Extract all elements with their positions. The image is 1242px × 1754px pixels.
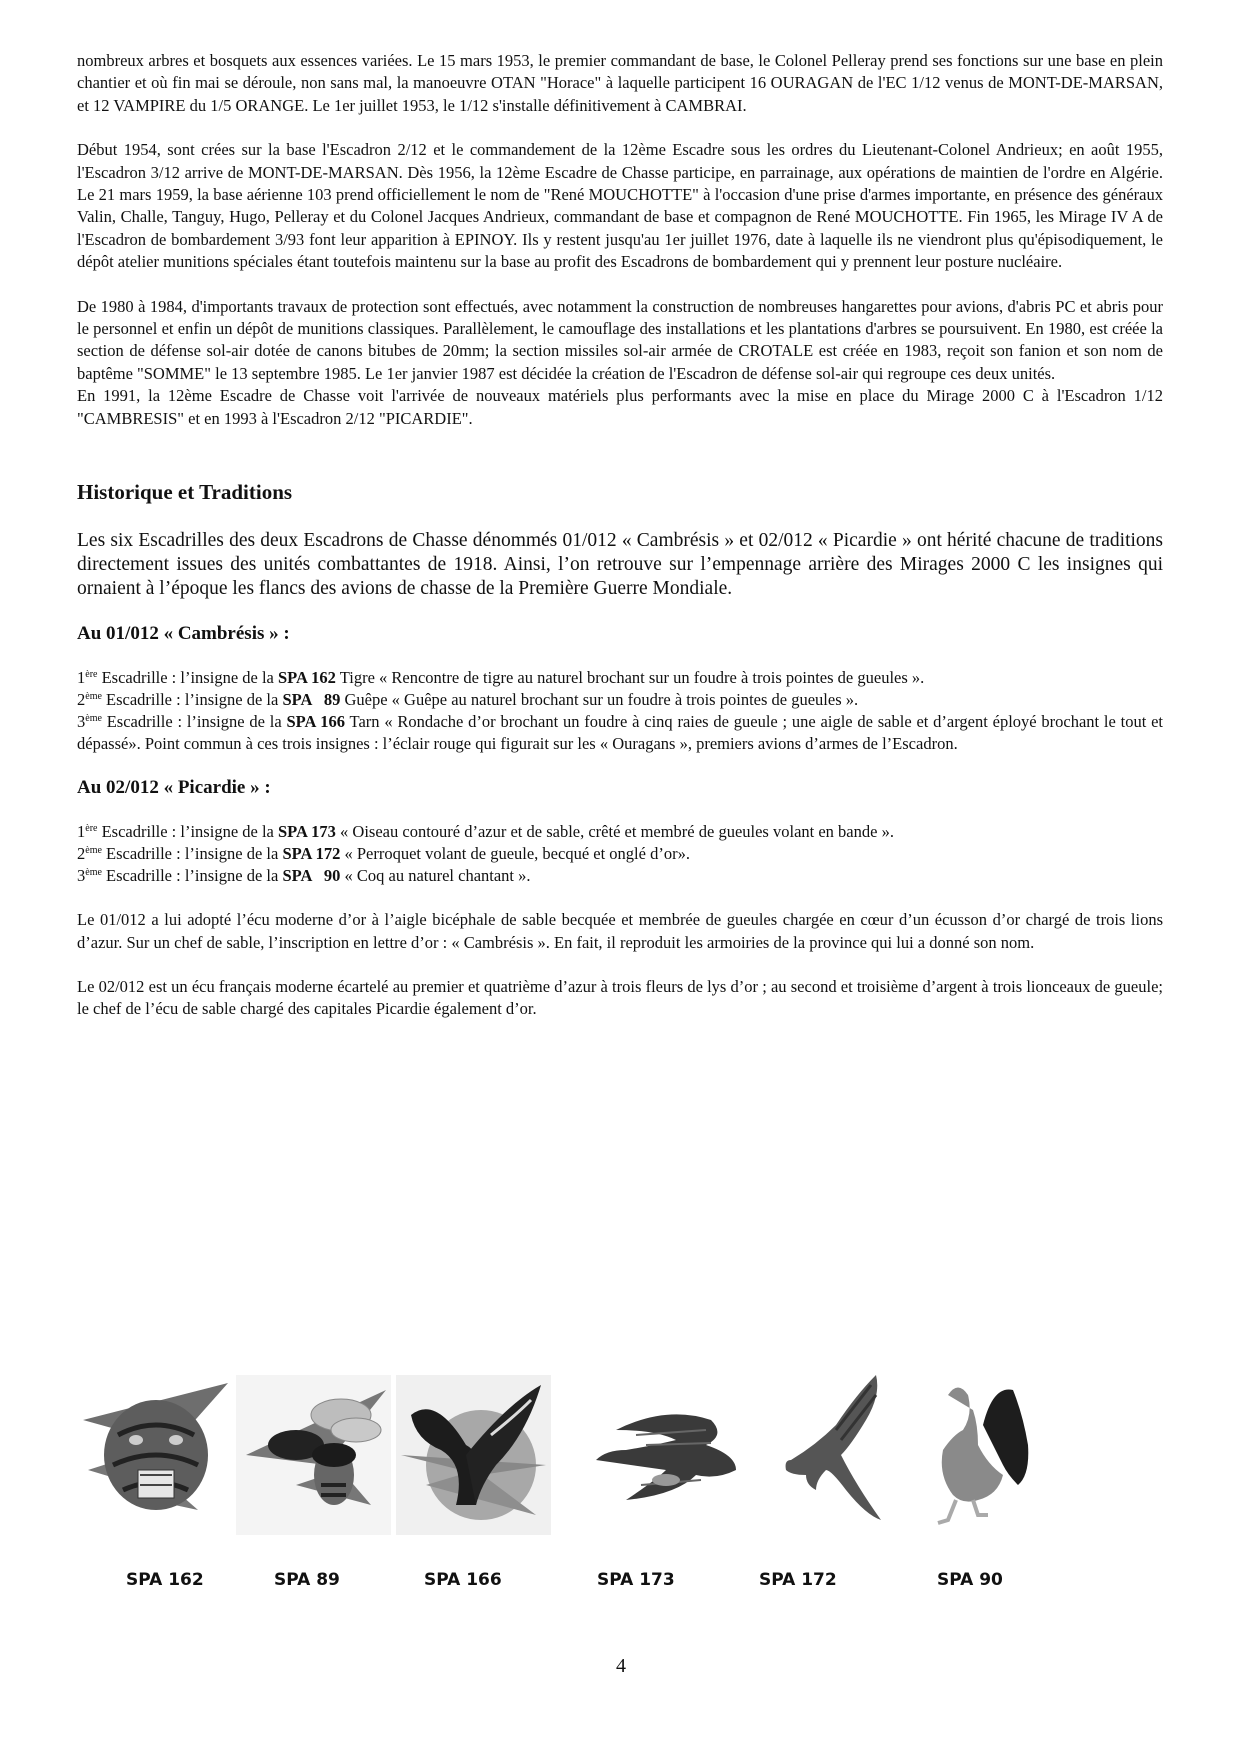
ordinal-suffix: ère: [85, 669, 98, 681]
paragraph-1953: nombreux arbres et bosquets aux essences variées. Le 15 mars 1953, le premier commandant de base, le Colonel Pelleray prend ses fonctions sur une base en plein chantier et où fin mai se déroule, non sans mal, la manoeuvre OTAN "Horace" à laquelle participent 16 OURAGAN de l'EC 1/12 venus de MONT-DE-MARSAN, et 12 VAMPIRE du 1/5 ORANGE. Le 1er juillet 1953, le 1/12 s'installe définitivement à CAMBRAI.: [77, 51, 1163, 115]
spa-code: SPA 172: [282, 844, 341, 864]
escadrille-description: Tarn « Rondache d’or brochant un foudre à cinq raies de gueule ; une aigle de sable et d’argent éployé brochant le tout et dépassé». Point commun à ces trois insignes : l’éclair rouge qui figurait sur les « Ouragans », premiers avions d’armes de l’Escadron.: [77, 712, 1164, 754]
escadrille-label: Escadrille : l’insigne de la: [101, 866, 283, 886]
wasp-insignia-icon: [236, 1375, 391, 1535]
escadrille-number: 1: [77, 822, 86, 842]
picardie-heading: Au 02/012 « Picardie » :: [77, 777, 271, 799]
escadrille-number: 3: [77, 712, 86, 732]
spa-code: SPA 166: [286, 712, 346, 732]
picardie-escadrilles: [77, 821, 1163, 887]
escadrille-label: Escadrille : l’insigne de la: [97, 668, 278, 688]
escadrille-label: Escadrille : l’insigne de la: [101, 844, 283, 864]
rooster-insignia-icon: [918, 1375, 1038, 1535]
escadrille-item: [77, 843, 1163, 865]
section-intro: Les six Escadrilles des deux Escadrons de Chasse dénommés 01/012 « Cambrésis » et 02/012 « Picardie » ont hérité chacune de traditions directement issues des unités combattantes de 1918. Ainsi, l’on retrouve sur l’empennage arrière des Mirages 2000 C les insignes qui ornaient à l’époque les flancs des avions de chasse de la Première Guerre Mondiale.: [77, 530, 1163, 600]
paragraph-1991: En 1991, la 12ème Escadre de Chasse voit l'arrivée de nouveaux matériels plus performants avec la mise en place du Mirage 2000 C à l'Escadron 1/12 "CAMBRESIS" et en 1993 à l'Escadron 2/12 "PICARDIE".: [77, 386, 1163, 428]
page-number: 4: [616, 1655, 626, 1677]
escadrille-number: 2: [77, 690, 86, 710]
insignia-gallery: [78, 1375, 1168, 1535]
escadrille-item: [77, 865, 1163, 887]
spa-code: SPA 173: [278, 822, 336, 842]
escadrille-description: « Oiseau contouré d’azur et de sable, crêté et membré de gueules volant en bande ».: [335, 822, 894, 842]
spa-code: SPA 89: [282, 690, 341, 710]
insignia-caption: SPA 173: [597, 1570, 675, 1590]
cambresis-heading: Au 01/012 « Cambrésis » :: [77, 623, 290, 645]
ordinal-suffix: ème: [85, 867, 102, 879]
escadrille-description: « Coq au naturel chantant ».: [340, 866, 531, 886]
escadrille-item: [77, 689, 1163, 711]
escadrille-item: [77, 667, 1163, 689]
escadrille-description: « Perroquet volant de gueule, becqué et onglé d’or».: [340, 844, 690, 864]
paragraph-1980: De 1980 à 1984, d'importants travaux de protection sont effectués, avec notamment la construction de nombreuses hangarettes pour avions, d'abris PC et abris pour le personnel et enfin un dépôt de munitions classiques. Parallèlement, le camouflage des installations et les plantations d'arbres se poursuivent. En 1980, est créée la section de défense sol-air dotée de canons bitubes de 20mm; la section missiles sol-air armée de CROTALE est créée en 1983, reçoit son fanion et son nom de baptême "SOMME" le 13 septembre 1985. Le 1er janvier 1987 est décidée la création de l'Escadron de défense sol-air qui regroupe ces deux unités.: [77, 296, 1163, 383]
eagle-insignia-icon: [396, 1375, 551, 1535]
escadrille-description: Tigre « Rencontre de tigre au naturel brochant sur un foudre à trois pointes de gueules ».: [335, 668, 925, 688]
tiger-insignia-icon: [78, 1375, 233, 1535]
escadrille-number: 3: [77, 866, 86, 886]
insignia-caption: SPA 172: [759, 1570, 837, 1590]
spa-code: SPA 162: [278, 668, 336, 688]
parrot-insignia-icon: [746, 1375, 901, 1535]
escadrille-number: 2: [77, 844, 86, 864]
ordinal-suffix: ème: [85, 691, 102, 703]
ordinal-suffix: ème: [85, 845, 102, 857]
escadrille-description: Guêpe « Guêpe au naturel brochant sur un foudre à trois pointes de gueules ».: [340, 690, 859, 710]
escadrille-label: Escadrille : l’insigne de la: [101, 712, 287, 732]
bird-insignia-icon: [586, 1375, 741, 1535]
escadrille-label: Escadrille : l’insigne de la: [97, 822, 278, 842]
spa-code: SPA 90: [282, 866, 341, 886]
cambresis-arms-paragraph: Le 01/012 a lui adopté l’écu moderne d’or à l’aigle bicéphale de sable becquée et membrée de gueules chargée en cœur d’un écusson d’or chargé de trois lions d’azur. Sur un chef de sable, l’inscription en lettre d’or : « Cambrésis ». En fait, il reproduit les armoiries de la province qui lui a donné son nom.: [77, 910, 1163, 952]
ordinal-suffix: ère: [85, 823, 98, 835]
insignia-caption: SPA 90: [937, 1570, 1003, 1590]
escadrille-item: [77, 821, 1163, 843]
paragraph-1954: Début 1954, sont crées sur la base l'Escadron 2/12 et le commandement de la 12ème Escadre sous les ordres du Lieutenant-Colonel Andrieux; en août 1955, l'Escadron 3/12 arrive de MONT-DE-MARSAN. Dès 1956, la 12ème Escadre de Chasse participe, en parrainage, aux opérations de maintien de l'ordre en Algérie. Le 21 mars 1959, la base aérienne 103 prend officiellement le nom de "René MOUCHOTTE" à l'occasion d'une prise d'armes importante, en présence des généraux Valin, Challe, Tanguy, Hugo, Pelleray et du Colonel Jacques Andrieux, commandant de base et compagnon de René MOUCHOTTE. Fin 1965, les Mirage IV A de l'Escadron de bombardement 3/93 font leur apparition à EPINOY. Ils y restent jusqu'au 1er juillet 1976, date à laquelle ils ne viendront plus qu'épisodiquement, le dépôt atelier munitions spéciales étant toutefois maintenu sur la base au profit des Escadrons de bombardement qui y prennent leur posture nucléaire.: [77, 140, 1163, 272]
document-page: [77, 50, 1163, 1021]
ordinal-suffix: ème: [85, 713, 102, 725]
escadrille-item: [77, 711, 1163, 755]
escadrille-label: Escadrille : l’insigne de la: [101, 690, 283, 710]
insignia-caption: SPA 89: [274, 1570, 340, 1590]
insignia-caption: SPA 162: [126, 1570, 204, 1590]
section-title: Historique et Traditions: [77, 480, 293, 505]
insignia-caption: SPA 166: [424, 1570, 502, 1590]
picardie-arms-paragraph: Le 02/012 est un écu français moderne écartelé au premier et quatrième d’azur à trois fleurs de lys d’or ; au second et troisième d’argent à trois lionceaux de gueule; le chef de l’écu de sable chargé des capitales Picardie également d’or.: [77, 976, 1163, 1019]
cambresis-escadrilles: [77, 667, 1163, 755]
escadrille-number: 1: [77, 668, 86, 688]
